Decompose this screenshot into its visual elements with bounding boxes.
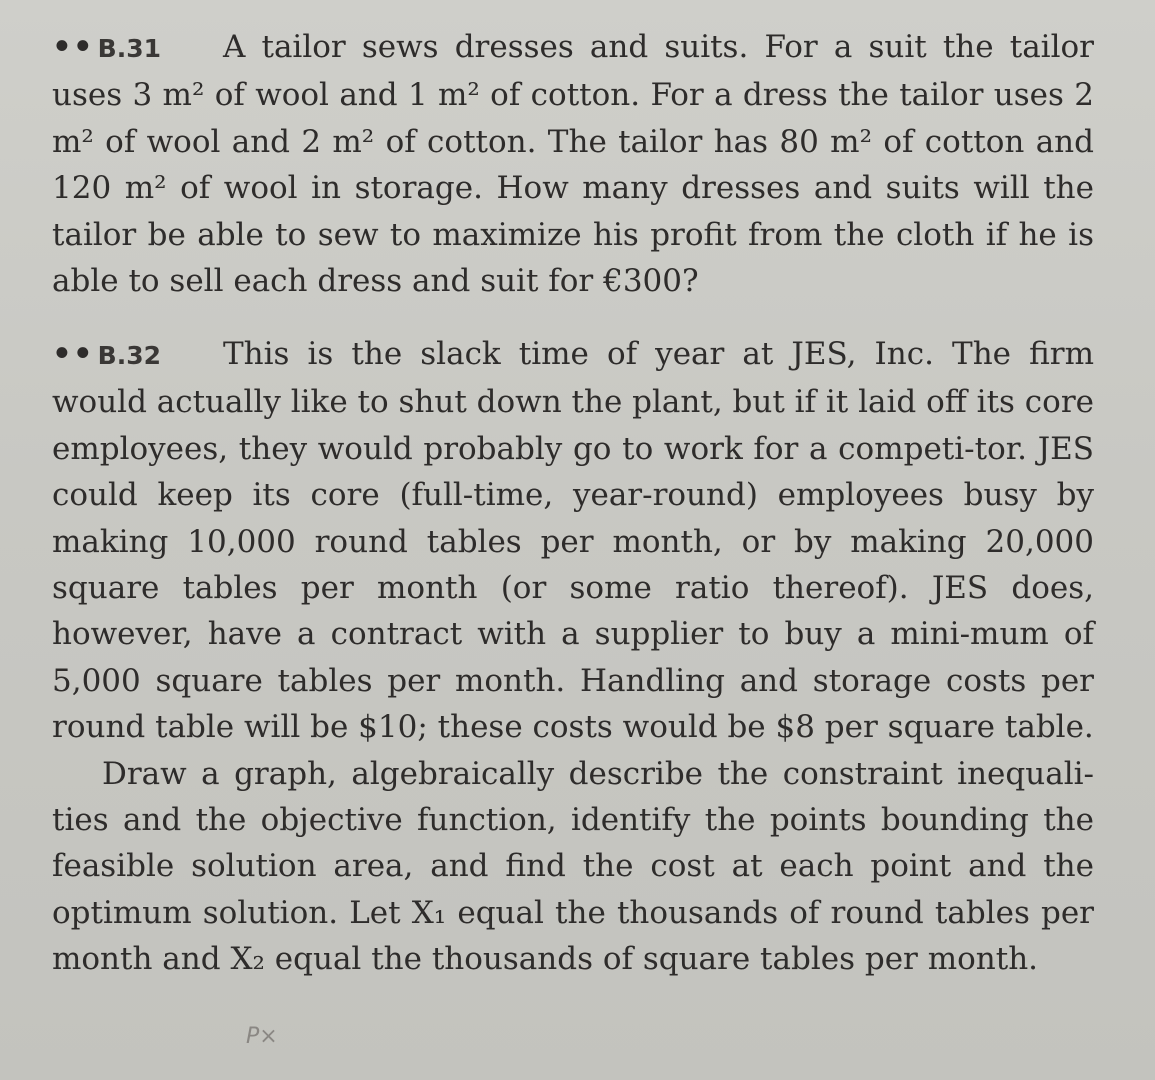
problem-b32 [52,331,1094,983]
problem-text: This is the slack time of year at JES, Inc. The firm would actually like to shut down the plant, but if it laid off its core employees, they would probably go to work for a competi-tor. JES could keep its core (full-time, year-round) employees busy by making 10,000 round tables per month, or by making 20,000 square tables per month (or some ratio thereof). JES does, however, have a contract with a supplier to buy a mini-mum of 5,000 square tables per month. Handling and storage costs per round table will be $10; these costs would be $8 per square table. [52,336,1094,746]
problem-text: A tailor sews dresses and suits. For a suit the tailor uses 3 m² of wool and 1 m² of cotton. For a dress the tailor uses 2 m² of wool and 2 m² of cotton. The tailor has 80 m² of cotton and 120 m² of wool in storage. How many dresses and suits will the tailor be able to sew to maximize his profit from the cloth if he is able to sell each dress and suit for €300? [52,29,1094,300]
instruction-text: Draw a graph, algebraically describe the constraint inequali-ties and the objective function, identify the points bounding the feasible solution area, and find the cost at each point and the optimum solution. Let X₁ equal the thousands of round tables per month and X₂ equal the thousands of square tables per month. [52,755,1094,978]
software-marker-icon: P× [246,1024,278,1049]
problem-b31-paragraph [52,24,1094,304]
problem-number: B.31 [97,34,161,63]
difficulty-dots: •• [52,29,94,65]
problem-b32-paragraph [52,331,1094,751]
problem-b31 [52,24,1094,304]
difficulty-dots: •• [52,336,94,372]
problem-number: B.32 [97,341,161,370]
problem-b32-instructions [52,751,1094,983]
